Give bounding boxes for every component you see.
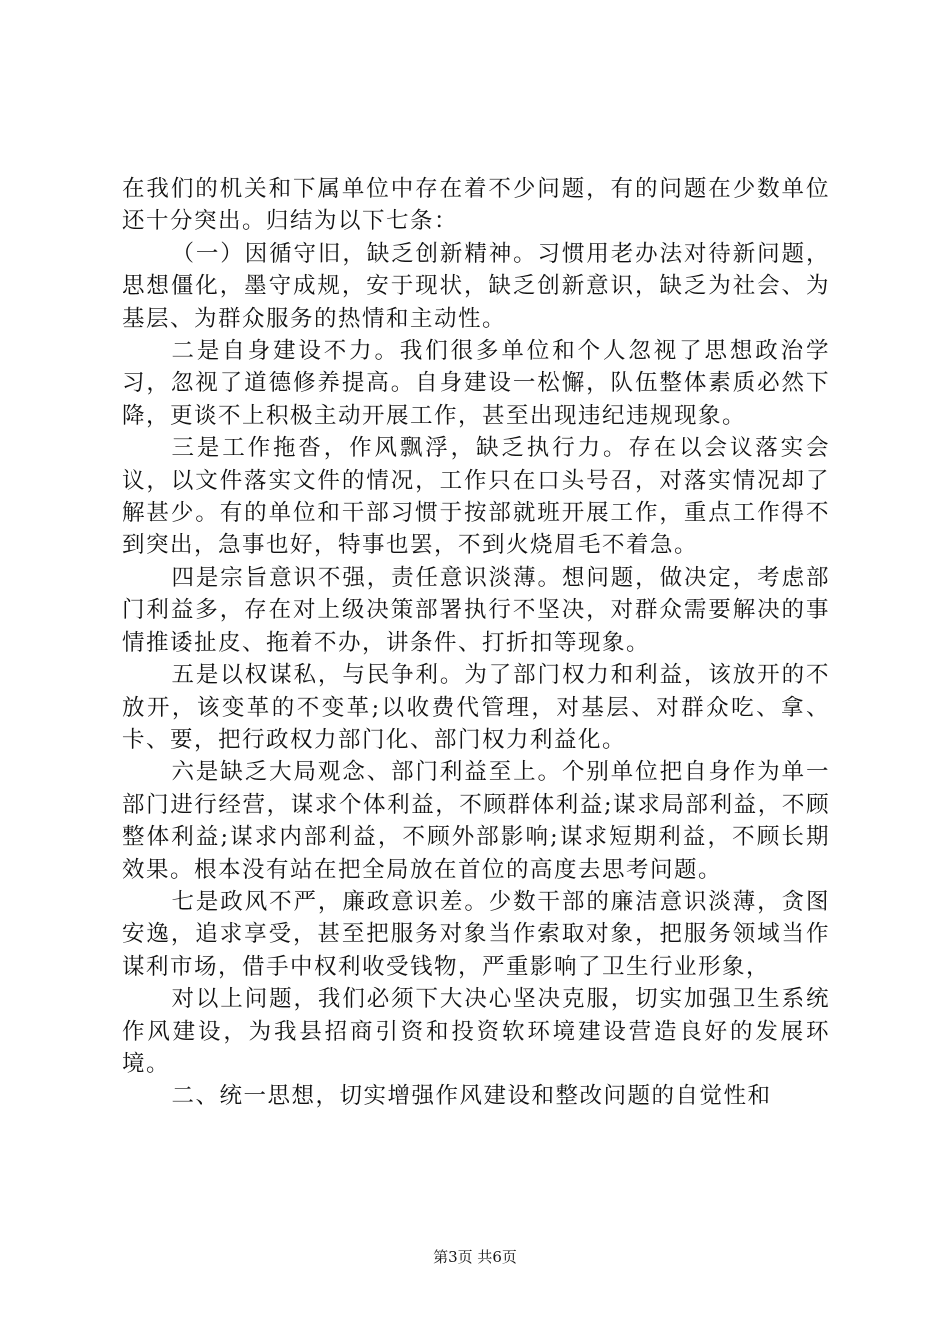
- paragraph-intro: 在我们的机关和下属单位中存在着不少问题，有的问题在少数单位还十分突出。归结为以下七条：: [122, 176, 830, 235]
- paragraph-item-6: 六是缺乏大局观念、部门利益至上。个别单位把自身作为单一部门进行经营，谋求个体利益，不顾群体利益;谋求局部利益，不顾整体利益;谋求内部利益，不顾外部影响;谋求短期利益，不顾长期效果。根本没有站在把全局放在首位的高度去思考问题。: [122, 759, 830, 883]
- page-footer: 第3页 共6页: [433, 1248, 517, 1266]
- paragraph-item-1: （一）因循守旧，缺乏创新精神。习惯用老办法对待新问题，思想僵化，墨守成规，安于现状，缺乏创新意识，缺乏为社会、为基层、为群众服务的热情和主动性。: [122, 240, 830, 332]
- paragraph-item-4: 四是宗旨意识不强，责任意识淡薄。想问题，做决定，考虑部门利益多，存在对上级决策部署执行不坚决，对群众需要解决的事情推诿扯皮、拖着不办，讲条件、打折扣等现象。: [122, 564, 830, 656]
- paragraph-item-7: 七是政风不严，廉政意识差。少数干部的廉洁意识淡薄，贪图安逸，追求享受，甚至把服务对象当作索取对象，把服务领域当作谋利市场，借手中权利收受钱物，严重影响了卫生行业形象，: [122, 888, 830, 980]
- document-body: [122, 173, 830, 1113]
- section-heading-2: 二、统一思想，切实增强作风建设和整改问题的自觉性和: [171, 1083, 772, 1110]
- paragraph-item-5: 五是以权谋私，与民争利。为了部门权力和利益，该放开的不放开，该变革的不变革;以收费代管理，对基层、对群众吃、拿、卡、要，把行政权力部门化、部门权力利益化。: [122, 662, 830, 753]
- paragraph-item-3: 三是工作拖沓，作风飘浮，缺乏执行力。存在以会议落实会议，以文件落实文件的情况，工作只在口头号召，对落实情况却了解甚少。有的单位和干部习惯于按部就班开展工作，重点工作得不到突出，急事也好，特事也罢，不到火烧眉毛不着急。: [122, 435, 830, 559]
- paragraph-item-2: 二是自身建设不力。我们很多单位和个人忽视了思想政治学习，忽视了道德修养提高。自身建设一松懈，队伍整体素质必然下降，更谈不上积极主动开展工作，甚至出现违纪违规现象。: [122, 338, 830, 429]
- paragraph-summary: 对以上问题，我们必须下大决心坚决克服，切实加强卫生系统作风建设，为我县招商引资和投资软环境建设营造良好的发展环境。: [122, 986, 830, 1077]
